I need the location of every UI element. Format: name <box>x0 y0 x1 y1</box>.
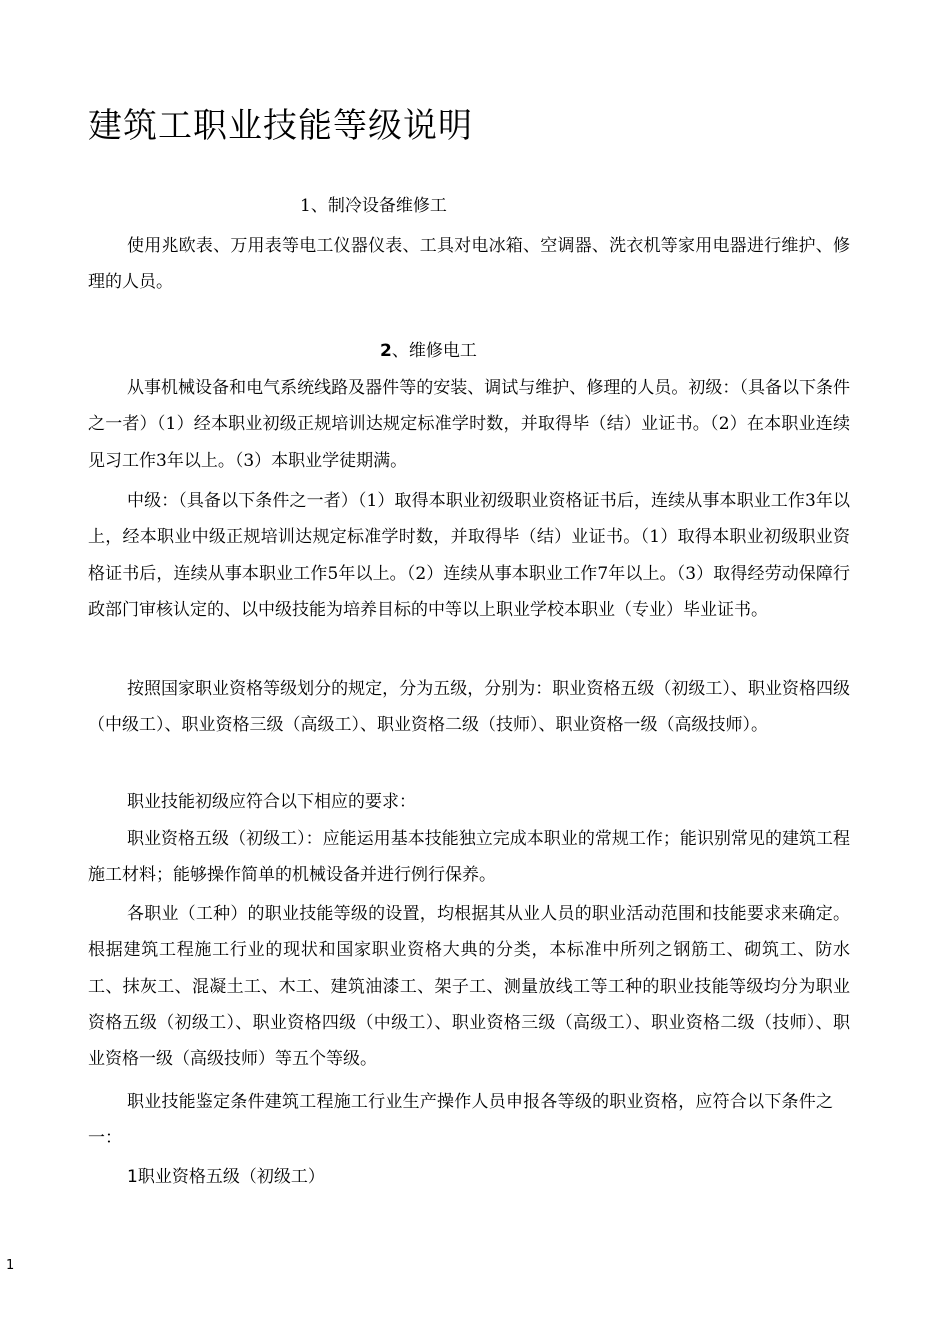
section-2-paragraph-intermediate-level: 中级：（具备以下条件之一者）（1）取得本职业初级职业资格证书后，连续从事本职业工作3年以上，经本职业中级正规培训达规定标准学时数，并取得毕（结）业证书。（1）取得本职业初级职业资格证书后，连续从事本职业工作5年以上。（2）连续从事本职业工作7年以上。（3）取得经劳动保障行政部门审核认定的、以中级技能为培养目标的中等以上职业学校本职业（专业）毕业证书。 <box>88 491 850 620</box>
section-1-paragraph: 使用兆欧表、万用表等电工仪器仪表、工具对电冰箱、空调器、洗衣机等家用电器进行维护、修理的人员。 <box>88 236 850 293</box>
subheading-text: 职业资格五级（初级工） <box>137 1167 325 1187</box>
document-title: 建筑工职业技能等级说明 <box>88 106 473 146</box>
section-2-heading <box>380 336 477 361</box>
section-2-paragraph-requirements-intro: 职业技能初级应符合以下相应的要求： <box>127 792 416 812</box>
page-number: 1 <box>6 1258 15 1273</box>
section-2-paragraph-appraisal-conditions: 职业技能鉴定条件建筑工程施工行业生产操作人员申报各等级的职业资格，应符合以下条件之一： <box>88 1092 833 1149</box>
section-2-paragraph-primary-level: 从事机械设备和电气系统线路及器件等的安装、调试与维护、修理的人员。初级：（具备以下条件之一者）（1）经本职业初级正规培训达规定标准学时数，并取得毕（结）业证书。（2）在本职业连续见习工作3年以上。（3）本职业学徒期满。 <box>88 378 850 471</box>
subheading-level-five <box>127 1162 325 1187</box>
subheading-number: 1 <box>127 1167 138 1187</box>
section-1-heading: 1、制冷设备维修工 <box>300 196 447 216</box>
section-2-paragraph-five-levels: 按照国家职业资格等级划分的规定，分为五级，分别为：职业资格五级（初级工）、职业资格四级（中级工）、职业资格三级（高级工）、职业资格二级（技师）、职业资格一级（高级技师）。 <box>88 679 850 736</box>
section-2-number: 2 <box>380 341 392 361</box>
section-2-paragraph-trades: 各职业（工种）的职业技能等级的设置，均根据其从业人员的职业活动范围和技能要求来确定。根据建筑工程施工行业的现状和国家职业资格大典的分类，本标准中所列之钢筋工、砌筑工、防水工、抹灰工、混凝土工、木工、建筑油漆工、架子工、测量放线工等工种的职业技能等级均分为职业资格五级（初级工）、职业资格四级（中级工）、职业资格三级（高级工）、职业资格二级（技师）、职业资格一级（高级技师）等五个等级。 <box>88 904 850 1070</box>
section-2-paragraph-level-five: 职业资格五级（初级工）：应能运用基本技能独立完成本职业的常规工作；能识别常见的建筑工程施工材料；能够操作简单的机械设备并进行例行保养。 <box>88 829 850 886</box>
section-2-heading-text: 、维修电工 <box>391 341 477 361</box>
